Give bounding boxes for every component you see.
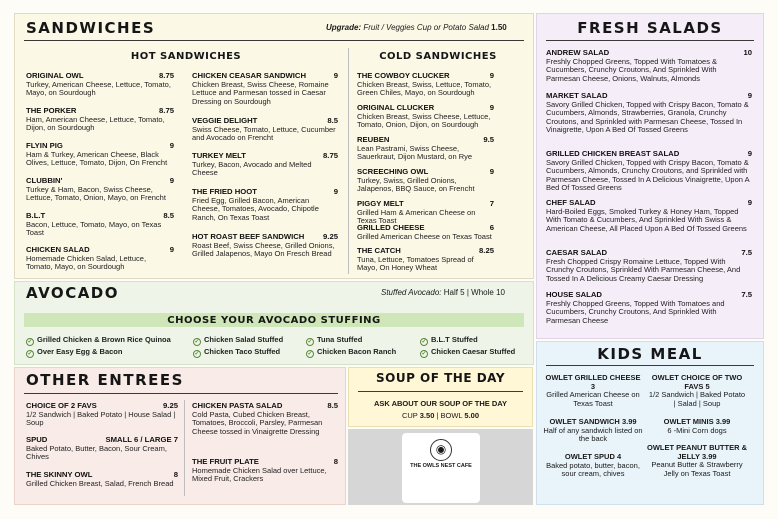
item-name: CHICKEN SALAD <box>26 245 90 254</box>
menu-item <box>26 402 178 428</box>
item-name: CLUBBIN' <box>26 176 63 185</box>
kids-item <box>647 444 747 478</box>
item-description: Freshly Chopped Greens, Topped With Tomatoes & Cucumbers, Crunchy Croutons, And Sprinkled With Parmesan Cheese, Onions, Walnuts, Almonds <box>546 56 718 83</box>
item-name: SPUD <box>26 435 48 444</box>
item-price: 9 <box>169 245 174 254</box>
item-name: OWLET GRILLED CHEESE <box>545 373 641 382</box>
avocado-title: AVOCADO <box>26 284 120 302</box>
item-description: Fried Egg, Grilled Bacon, American Cheese, Tomatoes, Avocado, Chipotle Ranch, On Texas Toast <box>192 195 319 222</box>
entrees-rule <box>24 393 338 394</box>
item-description: Chicken Breast, Swiss Cheese, Romaine Lettuce and Parmesan tossed in Caesar Dressing on Sourdough <box>192 79 329 106</box>
item-name: OWLET SANDWICH <box>549 417 620 426</box>
menu-item <box>357 136 494 162</box>
avocado-prices: Stuffed Avocado: Half 5 | Whole 10 <box>381 288 505 297</box>
item-description: Roast Beef, Swiss Cheese, Grilled Onions, Grilled Jalapenos, Mayo On Fresch Bread <box>192 240 335 259</box>
logo-name: THE OWLS NEST CAFE <box>410 463 472 469</box>
menu-item <box>546 249 752 283</box>
item-price: 3.99 <box>702 451 717 461</box>
bowl-label: BOWL <box>440 411 463 420</box>
item-price: 6 <box>489 223 494 232</box>
salads-title: FRESH SALADS <box>577 19 723 37</box>
entrees-title: OTHER ENTREES <box>26 371 184 389</box>
avocado-choose-title: CHOOSE YOUR AVOCADO STUFFING <box>167 315 381 326</box>
item-description: Savory Grilled Chicken, Topped with Crispy Bacon, Tomato & Cucumbers, Almonds, Strawberries, Granola, Crunchy Croutons, and Sprinkled with Parmesan Cheese, Tossed In Vinaigrette, Upon A Bed Of Tossed Greens <box>546 99 749 135</box>
menu-item <box>357 247 494 273</box>
item-name: CHOICE OF 2 FAVS <box>26 401 97 410</box>
item-description: Ham, American Cheese, Lettuce, Tomato, Dijon, on Sourdough <box>26 114 165 133</box>
avocado-whole: Whole 10 <box>471 288 505 297</box>
item-description: Turkey, American Cheese, Lettuce, Tomato, Mayo, on Sourdough <box>26 79 171 98</box>
menu-item <box>357 224 494 241</box>
kids-item <box>647 418 747 435</box>
menu-item <box>26 72 174 98</box>
menu-item <box>546 291 752 325</box>
option-label: Chicken Caesar Stuffed <box>431 347 516 356</box>
menu-item <box>26 177 174 203</box>
item-name: HOT ROAST BEEF SANDWICH <box>192 232 305 241</box>
item-price: 7 <box>489 199 494 208</box>
item-name: HOUSE SALAD <box>546 290 602 299</box>
item-price: 9 <box>169 141 174 150</box>
item-name: GRILLED CHEESE <box>357 223 425 232</box>
item-name: THE SKINNY OWL <box>26 470 93 479</box>
cafe-logo <box>402 433 480 503</box>
item-description: Peanut Butter & Strawberry Jelly on Texas Toast <box>651 460 743 478</box>
item-description: Baked potato, butter, bacon, sour cream, chives <box>546 460 640 479</box>
item-price: SMALL 6 / LARGE 7 <box>105 435 178 444</box>
item-name: MARKET SALAD <box>546 91 608 100</box>
item-description: Baked Potato, Butter, Bacon, Sour Cream, Chives <box>26 443 167 462</box>
item-name: THE FRUIT PLATE <box>192 457 259 466</box>
item-description: Grilled American Cheese on Texas Toast <box>546 390 640 408</box>
item-price: 9 <box>169 176 174 185</box>
menu-item <box>26 436 178 462</box>
item-description: Ham & Turkey, American Cheese, Black Olives, Lettuce, Tomato, Dijon, On Frencht <box>26 149 168 168</box>
avocado-option <box>193 335 283 346</box>
option-label: Over Easy Egg & Bacon <box>37 347 123 356</box>
item-description: Homemade Chicken Salad over Lettuce, Mixed Fruit, Crackers <box>192 465 327 484</box>
menu-item <box>192 188 338 222</box>
menu-item <box>26 471 178 488</box>
kids-title: KIDS MEAL <box>597 345 703 363</box>
item-description: Turkey & Ham, Bacon, Swiss Cheese, Lettuce, Tomato, Onion, Mayo, on Frencht <box>26 184 166 203</box>
item-price: 10 <box>743 48 752 57</box>
avocado-option <box>306 347 396 358</box>
menu-item <box>26 107 174 133</box>
item-description: Hard-Boiled Eggs, Smoked Turkey & Honey Ham, Topped With Tomato & Cucumbers, And Sprinkled With Swiss & American Cheese, All Placed Upon A Bed Of Tossed Greens <box>546 206 747 233</box>
item-description: Turkey, Bacon, Avocado and Melted Cheese <box>192 159 312 178</box>
item-name: ORIGINAL CLUCKER <box>357 103 435 112</box>
cup-price: 3.50 <box>419 411 435 420</box>
item-name: OWLET MINIS <box>663 417 714 426</box>
item-price: 8.5 <box>327 116 338 125</box>
upgrade-text: Fruit / Veggies Cup or Potato Salad <box>363 23 489 32</box>
check-icon: ✓ <box>307 339 313 345</box>
item-name: REUBEN <box>357 135 390 144</box>
sandwich-divider <box>348 48 349 274</box>
item-name: THE COWBOY CLUCKER <box>357 71 450 80</box>
item-description: 6 -Mini Corn dogs <box>667 425 727 435</box>
soup-title: SOUP OF THE DAY <box>375 371 506 385</box>
item-description: Half of any sandwich listed on the back <box>543 425 643 444</box>
sandwiches-rule <box>24 40 524 41</box>
item-name: OWLET SPUD <box>564 452 615 461</box>
kids-item <box>647 374 747 408</box>
check-icon: ✓ <box>421 339 427 345</box>
item-name: CHICKEN CEASAR SANDWICH <box>192 71 307 80</box>
item-name: ORIGINAL OWL <box>26 71 84 80</box>
item-price: 8.75 <box>159 71 174 80</box>
kids-item <box>543 453 643 479</box>
item-price: 9.5 <box>483 135 494 144</box>
cold-sandwiches-title: COLD SANDWICHES <box>379 51 497 62</box>
item-name: THE CATCH <box>357 246 401 255</box>
menu-item <box>192 458 338 484</box>
item-name: ANDREW SALAD <box>546 48 610 57</box>
avocado-option <box>26 335 171 346</box>
item-name: GRILLED CHICKEN BREAST SALAD <box>546 149 680 158</box>
item-price: 7.5 <box>741 290 752 299</box>
item-name: PIGGY MELT <box>357 199 404 208</box>
menu-item <box>546 49 752 83</box>
item-name: TURKEY MELT <box>192 151 246 160</box>
item-name: THE FRIED HOOT <box>192 187 257 196</box>
menu-item <box>26 246 174 272</box>
item-price: 9 <box>489 167 494 176</box>
menu-item <box>546 199 752 233</box>
avocado-option <box>193 347 280 358</box>
item-price: 9 <box>747 149 752 158</box>
item-name: OWLET CHOICE OF TWO FAVS <box>651 373 743 391</box>
item-price: 9 <box>747 198 752 207</box>
item-description: Lean Pastrami, Swiss Cheese, Sauerkraut, Dijon Mustard, on Rye <box>357 143 473 162</box>
check-icon: ✓ <box>194 339 200 345</box>
stuffed-label: Stuffed Avocado: <box>381 288 442 297</box>
item-description: Grilled Ham & American Cheese on Texas Toast <box>357 207 476 226</box>
option-label: B.L.T Stuffed <box>431 335 478 344</box>
item-description: Tuna, Lettuce, Tomatoes Spread of Mayo, On Honey Wheat <box>357 254 474 273</box>
item-price: 5 <box>705 381 710 391</box>
item-name: THE PORKER <box>26 106 77 115</box>
item-description: Swiss Cheese, Tomato, Lettuce, Cucumber and Avocado on Frencht <box>192 124 336 143</box>
upgrade-label: Upgrade: <box>326 23 362 32</box>
item-description: Bacon, Lettuce, Tomato, Mayo, on Texas Toast <box>26 219 162 238</box>
item-name: CHEF SALAD <box>546 198 596 207</box>
menu-item <box>26 142 174 168</box>
owl-icon: ◉ <box>430 439 452 461</box>
item-price: 8 <box>173 470 178 479</box>
menu-item <box>192 117 338 143</box>
avocado-option <box>26 347 122 358</box>
check-icon: ✓ <box>307 351 313 357</box>
menu-item <box>546 92 752 135</box>
option-label: Chicken Taco Stuffed <box>204 347 281 356</box>
avocado-half: Half 5 <box>443 288 465 297</box>
menu-item <box>357 104 494 130</box>
avocado-option <box>420 335 478 346</box>
item-description: Fresh Chopped Crispy Romaine Lettuce, Topped With Crunchy Croutons, Sprinkled With Parmesan Cheese, And Tossed In A Delicious Creamy Caesar Dressing <box>546 256 741 283</box>
item-price: 8.75 <box>323 151 338 160</box>
item-description: 1/2 Sandwich | Baked Potato | Salad | Soup <box>648 390 746 408</box>
menu-item <box>357 72 494 98</box>
item-description: Turkey, Swiss, Grilled Onions, Jalapenos, BBQ Sauce, on Frencht <box>357 175 475 194</box>
item-price: 8.75 <box>159 106 174 115</box>
item-price: 9.25 <box>323 232 338 241</box>
item-price: 9 <box>333 71 338 80</box>
menu-item <box>546 150 752 193</box>
menu-item <box>192 152 338 178</box>
item-name: OWLET PEANUT BUTTER & JELLY <box>647 443 747 461</box>
upgrade-note <box>326 23 507 32</box>
item-price: 3.99 <box>621 417 637 426</box>
item-price: 9 <box>489 103 494 112</box>
option-label: Chicken Salad Stuffed <box>204 335 284 344</box>
item-price: 9.25 <box>163 401 178 410</box>
item-description: Chicken Breast, Swiss, Lettuce, Tomato, Green Chiles, Mayo, on Sourdough <box>357 79 492 98</box>
check-icon: ✓ <box>194 351 200 357</box>
item-name: CHICKEN PASTA SALAD <box>192 401 283 410</box>
avocado-option <box>306 335 362 346</box>
menu-item <box>26 212 174 238</box>
check-icon: ✓ <box>27 351 33 357</box>
item-price: 8.5 <box>327 401 338 410</box>
soup-rule <box>358 391 523 392</box>
item-price: 3 <box>590 381 596 391</box>
soup-ask: ASK ABOUT OUR SOUP OF THE DAY <box>373 399 508 408</box>
soup-prices: CUP 3.50 | BOWL 5.00 <box>401 411 480 420</box>
entrees-divider <box>184 400 185 496</box>
item-price: 7.5 <box>741 248 752 257</box>
item-description: Cold Pasta, Cubed Chicken Breast, Tomatoes, Broccoli, Parsley, Parmesan Cheese tossed in Vinaigrette Dressing <box>192 409 323 436</box>
salads-rule <box>546 40 754 41</box>
kids-item <box>543 418 643 444</box>
item-name: VEGGIE DELIGHT <box>192 116 258 125</box>
hot-sandwiches-title: HOT SANDWICHES <box>130 51 242 62</box>
item-description: Grilled Chicken Breast, Salad, French Bread <box>26 478 174 488</box>
bowl-price: 5.00 <box>464 411 480 420</box>
item-price: 8.25 <box>479 246 494 255</box>
item-price: 8.5 <box>163 211 174 220</box>
item-description: 1/2 Sandwich | Baked Potato | House Salad | Soup <box>26 409 176 428</box>
option-label: Chicken Bacon Ranch <box>317 347 397 356</box>
kids-rule <box>546 365 754 366</box>
option-label: Tuna Stuffed <box>317 335 363 344</box>
item-price: 3.99 <box>715 417 731 426</box>
option-label: Grilled Chicken & Brown Rice Quinoa <box>37 335 171 344</box>
kids-item <box>543 374 643 408</box>
item-price: 9 <box>489 71 494 80</box>
menu-item <box>357 200 494 226</box>
menu-item <box>192 402 338 436</box>
item-price: 9 <box>747 91 752 100</box>
item-description: Grilled American Cheese on Texas Toast <box>357 231 492 241</box>
item-price: 9 <box>333 187 338 196</box>
check-icon: ✓ <box>421 351 427 357</box>
menu-item <box>192 72 338 106</box>
upgrade-price: 1.50 <box>491 23 507 32</box>
menu-item <box>357 168 494 194</box>
item-description: Savory Grilled Chicken, Topped with Crispy Bacon, Tomato & Cucumbers, Almonds, Crunchy Croutons, and Sprinkled with Parmesan Cheese, Tossed In A Delicious Vinaigrette, Upon A Bed Of Tossed Greens <box>546 157 750 193</box>
item-name: B.L.T <box>26 211 46 220</box>
item-price: 4 <box>616 452 622 461</box>
item-name: FLYIN PIG <box>26 141 63 150</box>
item-name: SCREECHING OWL <box>357 167 429 176</box>
item-price: 8 <box>333 457 338 466</box>
cup-label: CUP <box>401 411 418 420</box>
avocado-option <box>420 347 515 358</box>
item-description: Freshly Chopped Greens, Topped With Tomatoes and Cucumbers, Crunchy Croutons, And Sprinkled With Parmesan Cheese <box>546 298 725 325</box>
item-name: CAESAR SALAD <box>546 248 608 257</box>
sandwiches-title: SANDWICHES <box>26 19 156 37</box>
item-description: Chicken Breast, Swiss Cheese, Lettuce, Tomato, Onion, Dijon, on Sourdough <box>357 111 491 130</box>
menu-item <box>192 233 338 259</box>
item-description: Homemade Chicken Salad, Lettuce, Tomato, Mayo, on Sourdough <box>26 253 147 272</box>
check-icon: ✓ <box>27 339 33 345</box>
